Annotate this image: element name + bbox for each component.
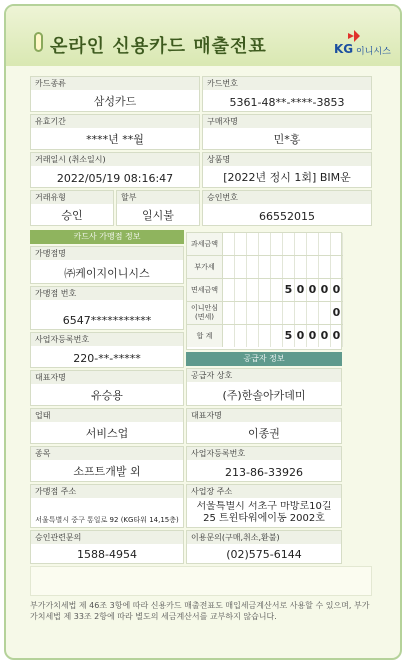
supplier-rep-label: 대표자명 (187, 409, 341, 422)
merchant-phone-cell (30, 530, 184, 564)
amount-digits (223, 233, 343, 255)
amount-row-vat (187, 256, 343, 279)
card-type-cell (30, 76, 200, 112)
digit (235, 302, 247, 324)
digit (307, 302, 319, 324)
digit: 0 (331, 302, 343, 324)
digit (331, 233, 343, 255)
merchant-item-cell (30, 446, 184, 482)
digit (271, 302, 283, 324)
digit (247, 302, 259, 324)
digit (283, 233, 295, 255)
digit (235, 256, 247, 278)
card-type-value: 삼성카드 (93, 95, 137, 108)
merchant-phone-value: 1588-4954 (77, 548, 137, 561)
digit: 0 (295, 279, 307, 301)
digit (223, 279, 235, 301)
amount-label: 합 계 (187, 325, 223, 347)
digit (259, 233, 271, 255)
digit (331, 256, 343, 278)
approval-value: 66552015 (259, 210, 315, 223)
digit (247, 279, 259, 301)
merchant-item-value: 소프트개발 외 (73, 465, 141, 478)
installment-cell (116, 190, 200, 226)
digit: 0 (307, 279, 319, 301)
amount-digits (223, 279, 343, 301)
merchant-number-value: 6547*********** (62, 314, 152, 327)
kg-inicis-logo (334, 32, 398, 58)
amount-label: 부가세 (187, 256, 223, 278)
merchant-bizno-cell (30, 332, 184, 368)
digit (235, 233, 247, 255)
installment-label: 할부 (117, 191, 199, 204)
digit (319, 233, 331, 255)
merchant-type-label: 업태 (31, 409, 183, 422)
digit (259, 302, 271, 324)
digit (235, 279, 247, 301)
trans-date-value: 2022/05/19 08:16:47 (56, 172, 174, 185)
card-type-label: 카드종류 (31, 77, 199, 90)
installment-value: 일시불 (142, 209, 174, 222)
trans-type-label: 거래유형 (31, 191, 113, 204)
expiry-value: ****년 **월 (86, 133, 144, 146)
card-number-cell (202, 76, 372, 112)
supplier-section-title: 공급자 정보 (186, 352, 342, 366)
merchant-section-title: 카드사 가맹점 정보 (30, 230, 184, 244)
merchant-number-label: 가맹점 번호 (31, 287, 183, 300)
product-label: 상품명 (203, 153, 371, 166)
digit (259, 279, 271, 301)
buyer-value: 민*홍 (273, 133, 301, 146)
digit: 0 (319, 279, 331, 301)
digit: 0 (307, 325, 319, 347)
amount-digits (223, 302, 343, 324)
supplier-addr-cell (186, 484, 342, 528)
merchant-addr-label: 가맹점 주소 (31, 485, 183, 498)
amount-row-inisafe (187, 302, 343, 325)
merchant-rep-cell (30, 370, 184, 406)
trans-date-cell (30, 152, 200, 188)
merchant-bizno-label: 사업자등록번호 (31, 333, 183, 346)
receipt-title: 온라인 신용카드 매출전표 (50, 36, 267, 57)
expiry-cell (30, 114, 200, 150)
merchant-name-cell (30, 246, 184, 284)
buyer-cell (202, 114, 372, 150)
digit (235, 325, 247, 347)
amount-row-taxable (187, 233, 343, 256)
merchant-addr-value: 서울특별시 중구 통일로 92 (KG타워 14,15층) (35, 516, 179, 524)
supplier-name-cell (186, 368, 342, 406)
digit (223, 233, 235, 255)
merchant-rep-value: 유승용 (91, 389, 123, 402)
digit (319, 256, 331, 278)
trans-type-value: 승인 (61, 209, 83, 222)
supplier-contact-label: 이용문의(구매,취소,환불) (187, 531, 341, 544)
merchant-phone-label: 승인관련문의 (31, 531, 183, 544)
amount-label: 면세금액 (187, 279, 223, 301)
merchant-number-cell (30, 286, 184, 330)
digit: 5 (283, 325, 295, 347)
card-number-label: 카드번호 (203, 77, 371, 90)
merchant-type-value: 서비스업 (85, 427, 129, 440)
digit (223, 302, 235, 324)
supplier-name-value: (주)한솔아카데미 (222, 389, 306, 402)
digit (283, 302, 295, 324)
merchant-type-cell (30, 408, 184, 444)
product-cell (202, 152, 372, 188)
merchant-name-value: ㈜케이지이니시스 (64, 267, 150, 280)
amount-table (186, 232, 342, 350)
digit (295, 302, 307, 324)
digit (247, 233, 259, 255)
approval-label: 승인번호 (203, 191, 371, 204)
pin-icon (34, 32, 43, 52)
supplier-addr-label: 사업장 주소 (187, 485, 341, 498)
product-value: [2022년 정시 1회] BIM운 (223, 171, 351, 184)
digit (271, 256, 283, 278)
digit (271, 279, 283, 301)
digit (319, 302, 331, 324)
trans-type-cell (30, 190, 114, 226)
digit (307, 233, 319, 255)
amount-label: 이니안심(면세) (187, 302, 223, 324)
supplier-bizno-label: 사업자등록번호 (187, 447, 341, 460)
supplier-contact-value: (02)575-6144 (226, 548, 302, 561)
merchant-rep-label: 대표자명 (31, 371, 183, 384)
blank-area (30, 566, 372, 596)
supplier-name-label: 공급자 상호 (187, 369, 341, 382)
digit (259, 256, 271, 278)
merchant-name-label: 가맹점명 (31, 247, 183, 260)
digit (271, 233, 283, 255)
approval-cell (202, 190, 372, 226)
digit (295, 233, 307, 255)
kg-logo-mark-icon (348, 30, 360, 42)
merchant-addr-cell (30, 484, 184, 528)
expiry-label: 유효기간 (31, 115, 199, 128)
supplier-addr-value: 서울특별시 서초구 마방로10길 25 트윈타워에이동 2002호 (196, 501, 332, 524)
buyer-label: 구매자명 (203, 115, 371, 128)
digit: 0 (319, 325, 331, 347)
supplier-rep-cell (186, 408, 342, 444)
digit: 5 (283, 279, 295, 301)
digit: 0 (295, 325, 307, 347)
trans-date-label: 거래일시 (취소일시) (31, 153, 199, 166)
digit (247, 325, 259, 347)
supplier-rep-value: 이종권 (248, 427, 280, 440)
receipt-header (6, 6, 400, 66)
digit: 0 (331, 279, 343, 301)
digit (295, 256, 307, 278)
merchant-item-label: 종목 (31, 447, 183, 460)
amount-row-taxfree (187, 279, 343, 302)
supplier-contact-cell (186, 530, 342, 564)
supplier-bizno-value: 213-86-33926 (225, 466, 303, 479)
amount-row-total (187, 325, 343, 348)
digit (307, 256, 319, 278)
digit (223, 256, 235, 278)
digit (271, 325, 283, 347)
merchant-bizno-value: 220-**-***** (73, 352, 141, 365)
digit: 0 (331, 325, 343, 347)
logo-sub-text: 이니시스 (356, 47, 391, 57)
logo-kg-text: KG (334, 42, 354, 56)
digit (223, 325, 235, 347)
digit (283, 256, 295, 278)
amount-digits (223, 256, 343, 278)
card-number-value: 5361-48**-****-3853 (229, 96, 345, 109)
digit (247, 256, 259, 278)
amount-digits (223, 325, 343, 347)
amount-label: 과세금액 (187, 233, 223, 255)
footnote-text: 부가가치세법 제 46조 3항에 따라 신용카드 매출전표도 매입세금계산서로 사용할 수 있으며, 부가가치세법 제 33조 2항에 따라 별도의 세금계산서를 교부하지 않습니다. (30, 601, 370, 621)
supplier-bizno-cell (186, 446, 342, 482)
digit (259, 325, 271, 347)
